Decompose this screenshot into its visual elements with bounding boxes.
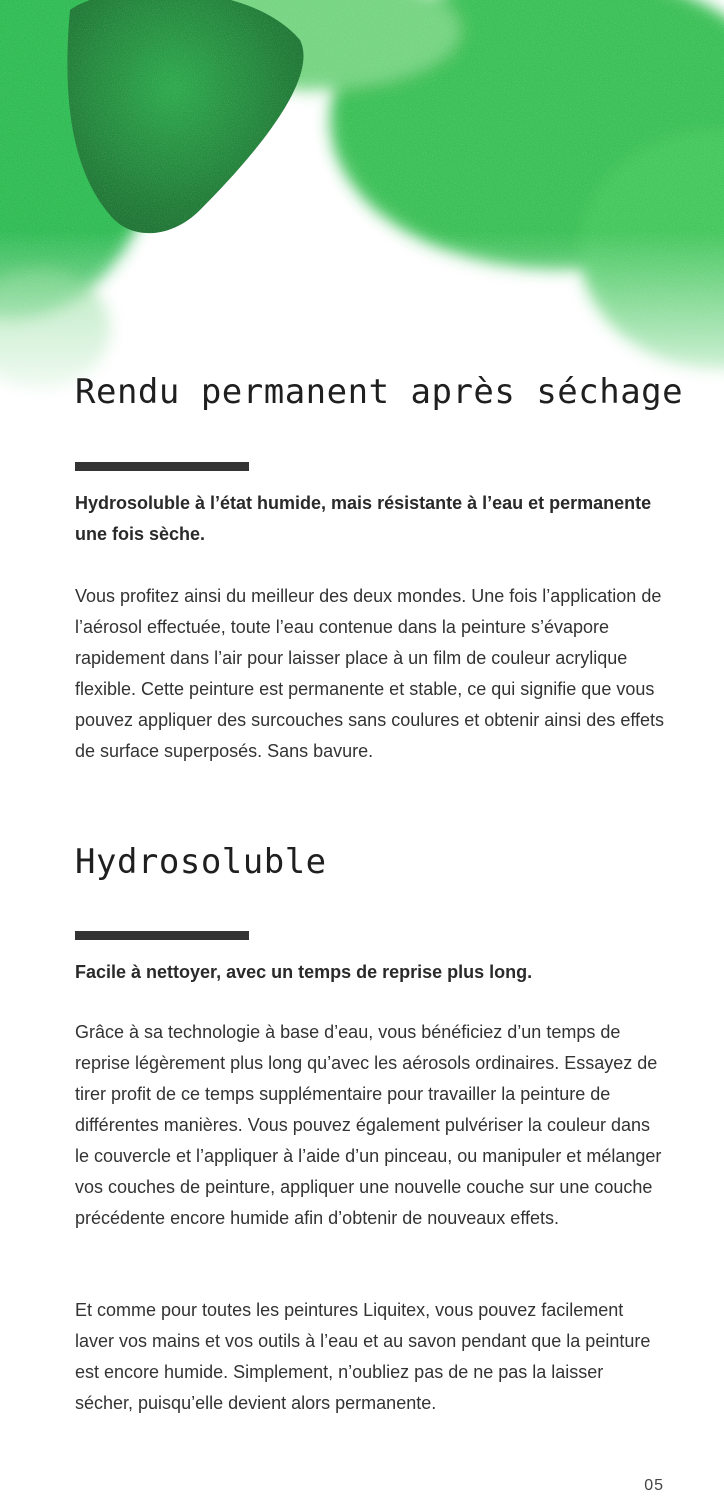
section-title-hydrosoluble: Hydrosoluble — [75, 842, 327, 882]
section-lead: Hydrosoluble à l’état humide, mais résistante à l’eau et permanente une fois sèche. — [75, 493, 652, 544]
section-paragraph: Vous profitez ainsi du meilleur des deux mondes. Une fois l’application de l’aérosol effectuée, toute l’eau contenue dans la peinture s’évapore rapidement dans l’air pour laisser place à un film de couleur acrylique flexible. Cette peinture est permanente et stable, ce qui signifie que vous pouvez appliquer des surcouches sans coulures et obtenir ainsi des effets de surface superposés. Sans bavure. — [75, 586, 665, 761]
page-number: 05 — [644, 1477, 664, 1494]
section-paragraph: Et comme pour toutes les peintures Liquitex, vous pouvez facilement laver vos mains et vos outils à l’eau et au savon pendant que la peinture est encore humide. Simplement, n’oubliez pas de ne pas la laisser sécher, puisqu’elle devient alors permanente. — [75, 1300, 651, 1413]
green-spray-paint-image — [0, 0, 724, 420]
section-divider — [75, 462, 249, 471]
section-divider — [75, 931, 249, 940]
section-lead: Facile à nettoyer, avec un temps de reprise plus long. — [75, 962, 533, 982]
section-title-permanent: Rendu permanent après séchage — [75, 372, 684, 412]
section-paragraph: Grâce à sa technologie à base d’eau, vous bénéficiez d’un temps de reprise légèrement plus long qu’avec les aérosols ordinaires. Essayez de tirer profit de ce temps supplémentaire pour travailler la peinture de différentes manières. Vous pouvez également pulvériser la couleur dans le couvercle et l’appliquer à l’aide d’un pinceau, ou manipuler et mélanger vos couches de peinture, appliquer une nouvelle couche sur une couche précédente encore humide afin d’obtenir de nouveaux effets. — [75, 1022, 662, 1228]
